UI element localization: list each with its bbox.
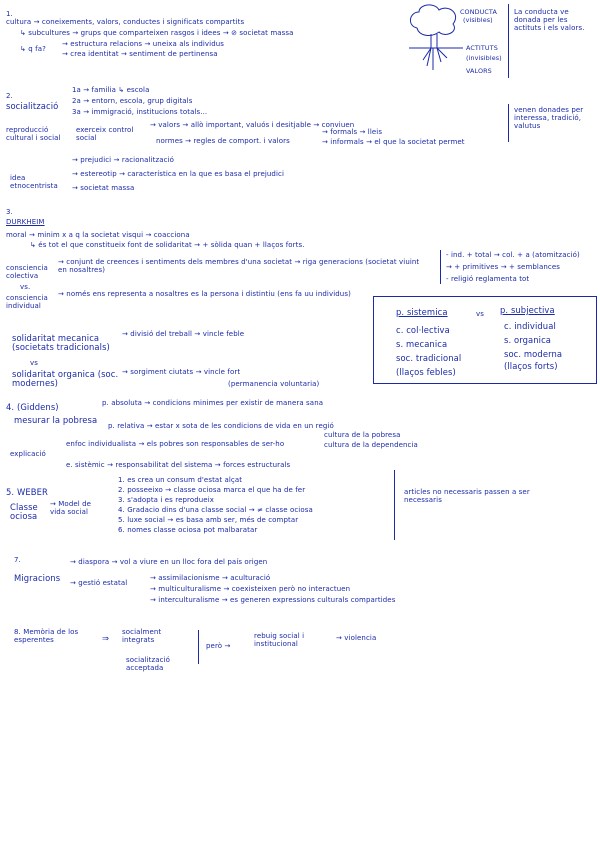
migracions-heading: Migracions <box>14 573 61 583</box>
box-right-title: p. subjectiva <box>500 305 555 315</box>
classe-ociosa: Classe ociosa <box>10 502 38 521</box>
tree-top-label: CONDUCTA <box>460 8 497 16</box>
socialitzacio-acceptada: socialització acceptada <box>126 656 170 672</box>
exerceix-label: exerceix control social <box>76 126 134 142</box>
weber-item: 5. luxe social → es basa amb ser, més de comptar <box>118 516 299 524</box>
socialitzacio-3a: 3a → immigració, institucions totals... <box>72 108 208 116</box>
section-1-number: 1. <box>6 10 13 18</box>
right-divider <box>440 250 441 284</box>
box-left-item: s. mecanica <box>396 339 448 349</box>
tree-divider <box>508 4 509 78</box>
qfa-label: ↳ q fa? <box>20 45 46 53</box>
diaspora-line: → diaspora → vol a viure en un lloc fora del país origen <box>70 558 268 566</box>
box-right-item: c. individual <box>504 321 556 331</box>
weber-item: 3. s'adopta i es reprodueix <box>118 496 214 504</box>
section-7-number: 7. <box>14 556 21 564</box>
venen-divider <box>508 104 509 142</box>
gestio-estatal: → gestió estatal <box>70 579 128 587</box>
estereotip-line: → estereotip → característica en la que es basa el prejudici <box>72 170 285 178</box>
right-note-3: - religió reglamenta tot <box>446 275 530 283</box>
section-3-number: 3. <box>6 208 13 216</box>
box-right-item: s. organica <box>504 335 552 345</box>
right-note-2: → + primitives → + semblances <box>446 263 560 271</box>
weber-item: 4. Gradacio dins d'una classe social → ≠ classe ociosa <box>118 506 313 514</box>
reproduccio-label: reproducció cultural i social <box>6 126 61 142</box>
venen-note: venen donades per interessa, tradició, valutus <box>514 106 584 130</box>
vs-label-2: vs <box>30 359 38 367</box>
solidaritat-mecanica: solidaritat mecanica (societats tradicionals) <box>12 333 110 352</box>
qfa-line-1: → estructura relacions → uneixa als individus <box>62 40 225 48</box>
normes-informals: → informals → el que la societat permet <box>322 138 465 146</box>
box-vs: vs <box>476 310 484 318</box>
moral-line-2: ↳ és tot el que constitueix font de solidaritat → + sòlida quan + llaços forts. <box>30 241 305 249</box>
solidaritat-organica-def: → sorgiment ciutats → vincle fort <box>122 368 241 376</box>
section-4-heading: 4. (Giddens) <box>6 402 59 412</box>
mesurar-pobresa: mesurar la pobresa <box>14 415 98 425</box>
socialment-integrats: socialment integrats <box>122 628 162 644</box>
section-5-heading: 5. WEBER <box>6 487 48 497</box>
section-8-arrow: ⇒ <box>102 633 110 643</box>
box-left-item: soc. tradicional <box>396 353 462 363</box>
box-right-item: soc. moderna <box>504 349 563 359</box>
cultura-dependencia: cultura de la dependencia <box>324 441 418 449</box>
consciencia-individual: consciencia individual <box>6 294 48 310</box>
box-right-item: (llaços forts) <box>504 361 558 371</box>
idea-etnocentrista: idea etnocentrista <box>10 174 58 190</box>
conducta-note: La conducta ve donada per les actituts i els valors. <box>514 8 585 32</box>
box-left-title: p. sistemica <box>396 307 448 317</box>
weber-note: articles no necessaris passen a ser necessaris <box>404 488 530 504</box>
solidaritat-organica: solidaritat organica (soc. modernes) <box>12 369 119 388</box>
socialitzacio-heading: socialització <box>6 101 59 111</box>
assimilacionisme: → assimilacionisme → aculturació <box>150 574 271 582</box>
interculturalisme: → interculturalisme → es generen expressions culturals compartides <box>150 596 396 604</box>
pobresa-absoluta: p. absoluta → condicions minimes per existir de manera sana <box>102 399 324 407</box>
tree-mid-sub: (invisibles) <box>466 54 502 62</box>
enfoc-individualista: enfoc individualista → els pobres son responsables de ser-ho <box>66 440 285 448</box>
moral-line: moral → minim x a q la societat visqui → coacciona <box>6 231 190 239</box>
rebuig-social: rebuig social i institucional <box>254 632 305 648</box>
multiculturalisme: → multiculturalisme → coexisteixen però no interactuen <box>150 585 351 593</box>
tree-bot-label: VALORS <box>466 67 492 75</box>
consciencia-colectiva: consciencia colectiva <box>6 264 48 280</box>
culture-tree-drawing <box>405 2 465 74</box>
pero-label: però → <box>206 642 231 650</box>
vs-label: vs. <box>20 283 31 291</box>
subcultures-line: ↳ subcultures → grups que comparteixen rasgos i idees → ⊘ societat massa <box>20 29 294 37</box>
enfoc-sistemic: e. sistèmic → responsabilitat del sistema → forces estructurals <box>66 461 291 469</box>
cultura-definition: cultura → coneixements, valors, conductes i significats compartits <box>6 18 245 26</box>
cultura-pobresa: cultura de la pobresa <box>324 431 401 439</box>
weber-item: 1. es crea un consum d'estat alçat <box>118 476 243 484</box>
tree-top-sub: (visibles) <box>463 16 493 24</box>
model-vida-social: → Model de vida social <box>50 500 92 516</box>
box-left-item: (llaços febles) <box>396 367 456 377</box>
prejudici-line: → prejudici → racionalització <box>72 156 174 164</box>
box-left-item: c. col·lectiva <box>396 325 450 335</box>
solidaritat-mecanica-def: → divisió del treball → vincle feble <box>122 330 245 338</box>
consciencia-colectiva-def: → conjunt de creences i sentiments dels membres d'una societat → riga generacions (societat viuint en nosaltres) <box>58 258 420 274</box>
explicacio-label: explicació <box>10 450 46 458</box>
pobresa-relativa: p. relativa → estar x sota de les condicions de vida en un regió <box>108 422 334 430</box>
section-8-divider <box>198 630 199 664</box>
section-8-heading: 8. Memòria de los esperentes <box>14 628 79 644</box>
durkheim-heading: DURKHEIM <box>6 218 45 226</box>
socialitzacio-2a: 2a → entorn, escola, grup digitals <box>72 97 193 105</box>
consciencia-individual-def: → només ens representa a nosaltres es la persona i distintiu (ens fa uu individus) <box>58 290 351 298</box>
massa-line: → societat massa <box>72 184 135 192</box>
weber-item: 2. posseeixo → classe ociosa marca el que ha de fer <box>118 486 306 494</box>
normes-formals: → formals → lleis <box>322 128 383 136</box>
weber-item: 6. nomes classe ociosa pot malbaratar <box>118 526 258 534</box>
weber-divider <box>394 470 395 540</box>
normes-line: normes → regles de comport. i valors <box>156 137 290 145</box>
solidaritat-organica-def-2: (permanencia voluntaria) <box>228 380 320 388</box>
tree-mid-label: ACTITUTS <box>466 44 498 52</box>
qfa-line-2: → crea identitat → sentiment de pertinensa <box>62 50 218 58</box>
valors-line: → valors → allò important, valuós i desitjable → conviuen <box>150 121 355 129</box>
right-note-1: - ind. + total → col. + a (atomització) <box>446 251 580 259</box>
violencia-label: → violencia <box>336 634 377 642</box>
socialitzacio-1a: 1a → familia ↳ escola <box>72 86 150 94</box>
section-2-number: 2. <box>6 92 13 100</box>
